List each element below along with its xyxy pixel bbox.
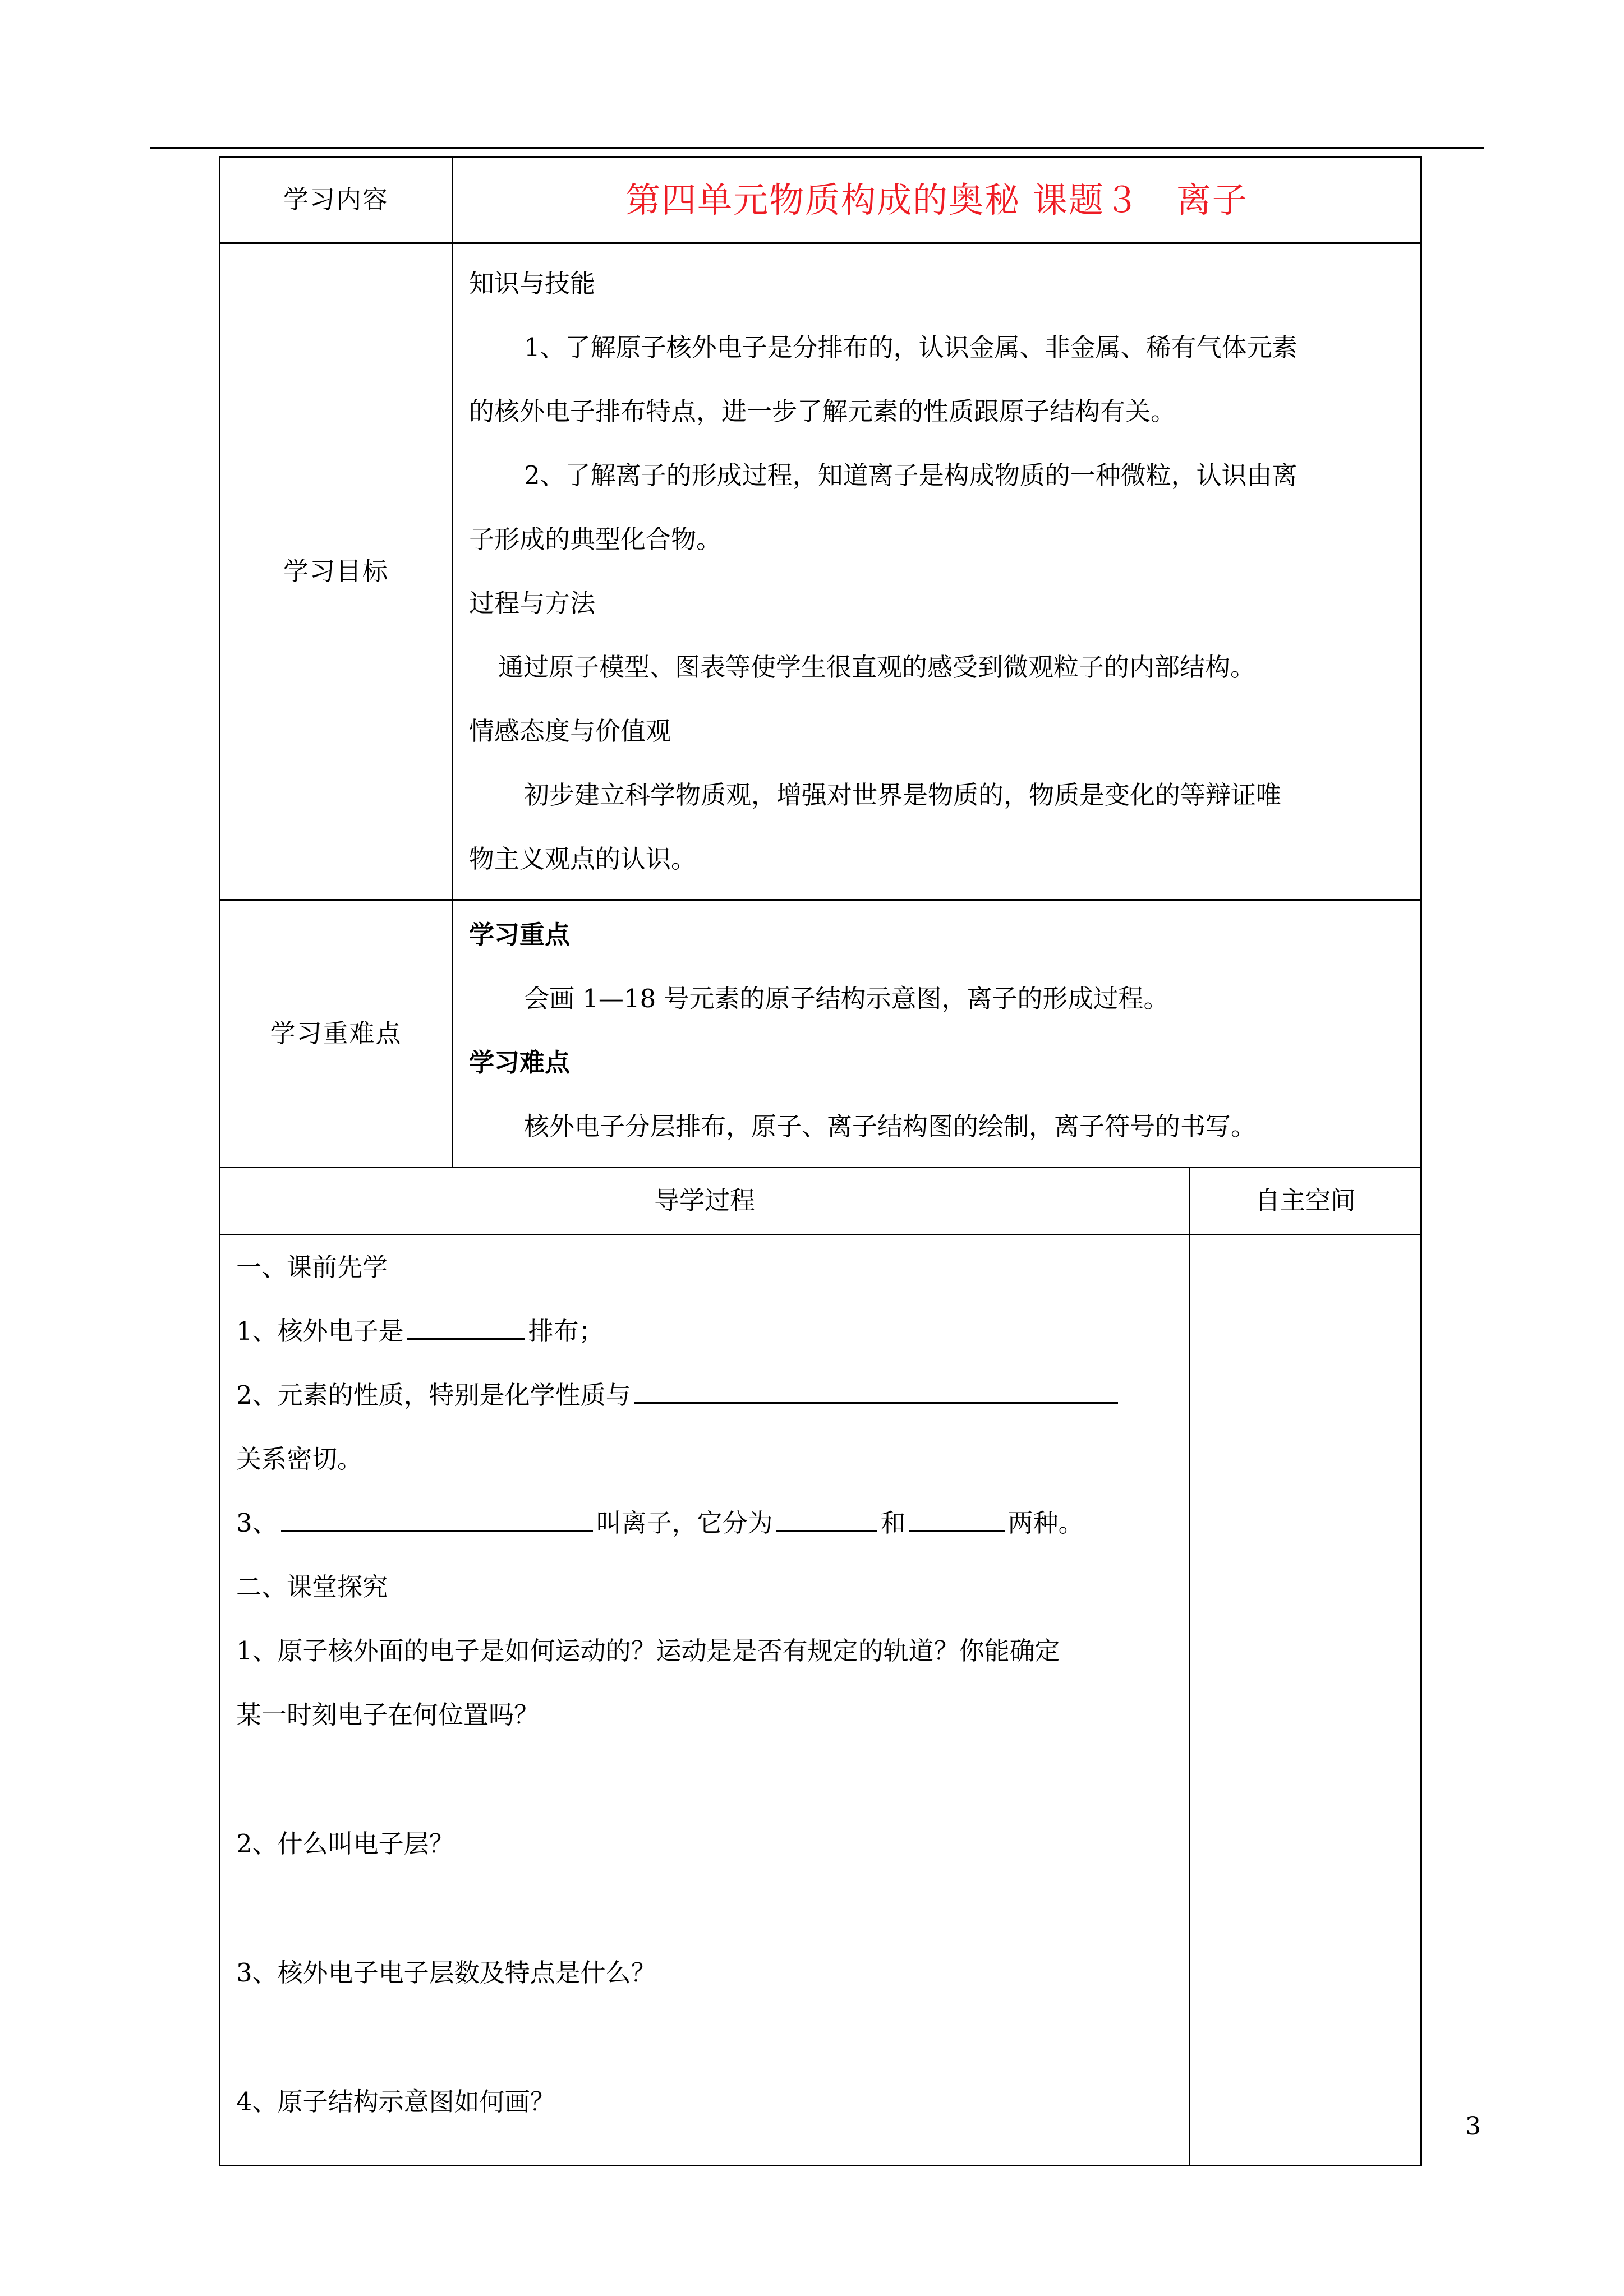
process-heading: 过程与方法	[469, 588, 596, 618]
pre-question-3-tail: 两种。	[1007, 1508, 1084, 1538]
key-points-row	[220, 900, 1421, 1168]
process-body-cell	[220, 1235, 1190, 2166]
header-rule	[150, 147, 1484, 149]
pre-question-1-text: 1、核外电子是	[236, 1316, 404, 1346]
pre-study-heading: 一、课前先学	[236, 1252, 388, 1282]
explore-question-3: 3、核外电子电子层数及特点是什么？	[236, 1958, 656, 1988]
knowledge-item-1-line-1: 1、了解原子核外电子是分排布的，认识金属、非金属、稀有气体元素	[524, 333, 1298, 362]
explore-question-4: 4、原子结构示意图如何画？	[236, 2087, 555, 2117]
answer-space-3	[236, 2005, 1173, 2070]
difficulty-heading: 学习难点	[469, 1048, 571, 1077]
page-number: 3	[1465, 2112, 1481, 2141]
knowledge-item-1-line-2: 的核外电子排布特点，进一步了解元素的性质跟原子结构有关。	[469, 397, 1176, 426]
lesson-title: 第四单元物质构成的奥秘 课题３ 离子	[453, 157, 1421, 243]
pre-question-3	[236, 1491, 1173, 1555]
content-row	[220, 157, 1421, 243]
difficulty-text: 核外电子分层排布，原子、离子结构图的绘制，离子符号的书写。	[524, 1112, 1257, 1141]
content-label: 学习内容	[220, 157, 453, 243]
emotion-text-line-1: 初步建立科学物质观，增强对世界是物质的，物质是变化的等辩证唯	[524, 780, 1282, 810]
focus-text: 会画 1—18 号元素的原子结构示意图，离子的形成过程。	[524, 984, 1169, 1013]
self-space-cell[interactable]	[1190, 1235, 1421, 2166]
goals-row	[220, 243, 1421, 900]
explore-question-1-line-2: 某一时刻电子在何位置吗？	[236, 1700, 540, 1730]
process-text: 通过原子模型、图表等使学生很直观的感受到微观粒子的内部结构。	[498, 652, 1256, 682]
explore-question-2: 2、什么叫电子层？	[236, 1829, 454, 1859]
pre-question-3-text: 叫离子，它分为	[596, 1508, 773, 1538]
pre-question-2-text: 2、元素的性质，特别是化学性质与	[236, 1380, 631, 1410]
lesson-plan-table	[219, 156, 1422, 2166]
goals-label: 学习目标	[220, 243, 453, 900]
focus-heading: 学习重点	[469, 920, 571, 949]
knowledge-heading: 知识与技能	[469, 269, 596, 298]
explore-heading: 二、课堂探究	[236, 1572, 388, 1602]
answer-blank-3[interactable]	[281, 1507, 593, 1532]
answer-blank-4[interactable]	[776, 1507, 877, 1532]
self-space-header: 自主空间	[1190, 1168, 1421, 1235]
answer-blank-2[interactable]	[634, 1380, 1118, 1404]
goals-cell	[453, 243, 1421, 900]
answer-space-2	[236, 1876, 1173, 1941]
key-points-label: 学习重难点	[220, 900, 453, 1168]
answer-space-1	[236, 1747, 1173, 1812]
explore-question-1-line-1: 1、原子核外面的电子是如何运动的？运动是是否有规定的轨道？你能确定	[236, 1636, 1060, 1666]
pre-question-1	[236, 1299, 1173, 1363]
pre-question-3-num: 3、	[236, 1508, 278, 1538]
answer-blank-1[interactable]	[407, 1316, 525, 1340]
pre-question-2	[236, 1363, 1173, 1427]
process-body-row	[220, 1235, 1421, 2166]
knowledge-item-2-line-1: 2、了解离子的形成过程，知道离子是构成物质的一种微粒，认识由离	[524, 460, 1298, 490]
emotion-heading: 情感态度与价值观	[469, 716, 671, 746]
pre-question-1-tail: 排布；	[528, 1316, 604, 1346]
pre-question-2-tail: 关系密切。	[236, 1444, 363, 1474]
process-header: 导学过程	[220, 1168, 1190, 1235]
process-header-row	[220, 1168, 1421, 1235]
pre-question-3-and: 和	[880, 1508, 906, 1538]
answer-blank-5[interactable]	[909, 1507, 1005, 1532]
key-points-cell	[453, 900, 1421, 1168]
emotion-text-line-2: 物主义观点的认识。	[469, 844, 697, 874]
knowledge-item-2-line-2: 子形成的典型化合物。	[469, 524, 722, 554]
